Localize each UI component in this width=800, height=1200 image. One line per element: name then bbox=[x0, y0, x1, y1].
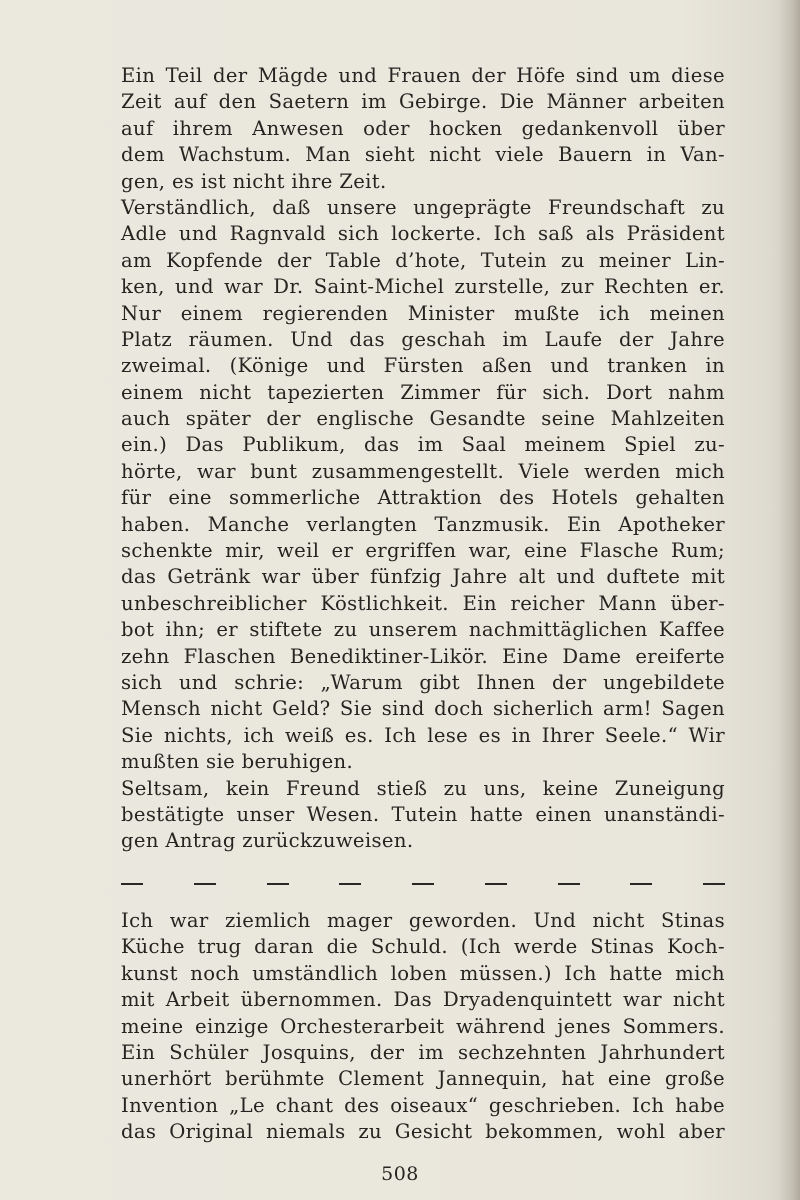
text-line: unerhört berühmte Clement Jannequin, hat eine große bbox=[121, 1067, 725, 1091]
text-line: Mensch nicht Geld? Sie sind doch sicherlich arm! Sagen bbox=[121, 697, 725, 721]
text-line: Sie nichts, ich weiß es. Ich lese es in Ihrer Seele.“ Wir bbox=[121, 723, 725, 747]
text-line: das Original niemals zu Gesicht bekommen, wohl aber bbox=[121, 1120, 725, 1144]
text-line: Ein Teil der Mägde und Frauen der Höfe sind um diese bbox=[121, 64, 725, 87]
text-line: für eine sommerliche Attraktion des Hotels gehalten bbox=[121, 486, 725, 510]
page-gutter-shadow bbox=[778, 0, 800, 1200]
text-line: haben. Manche verlangten Tanzmusik. Ein Apotheker bbox=[121, 512, 725, 536]
text-line: Ein Schüler Josquins, der im sechzehnten Jahrhundert bbox=[121, 1040, 725, 1064]
separator-dash bbox=[121, 883, 143, 885]
text-line: sich und schrie: „Warum gibt Ihnen der ungebildete bbox=[121, 670, 725, 694]
text-line: Verständlich, daß unsere ungeprägte Freundschaft zu bbox=[121, 195, 725, 219]
text-line: Ich war ziemlich mager geworden. Und nicht Stinas bbox=[121, 909, 725, 932]
paragraph-4 bbox=[121, 908, 725, 1146]
text-line: zehn Flaschen Benediktiner-Likör. Eine Dame ereiferte bbox=[121, 644, 725, 668]
paragraph-2 bbox=[121, 195, 725, 776]
separator-dash bbox=[339, 883, 361, 885]
text-line: einem nicht tapezierten Zimmer für sich. Dort nahm bbox=[121, 380, 725, 404]
paragraph-1 bbox=[121, 63, 725, 195]
text-line: mit Arbeit übernommen. Das Dryadenquintett war nicht bbox=[121, 988, 725, 1012]
separator-dash bbox=[703, 883, 725, 885]
page-number: 508 bbox=[381, 1163, 419, 1185]
text-line: auch später der englische Gesandte seine Mahlzeiten bbox=[121, 407, 725, 431]
separator-dash bbox=[412, 883, 434, 885]
text-line: bestätigte unser Wesen. Tutein hatte einen unanständi- bbox=[121, 802, 725, 826]
section-separator bbox=[121, 872, 725, 896]
text-line: zweimal. (Könige und Fürsten aßen und tranken in bbox=[121, 354, 725, 378]
text-line: gen Antrag zurückzuweisen. bbox=[121, 829, 414, 853]
text-line: Platz räumen. Und das geschah im Laufe der Jahre bbox=[121, 327, 725, 351]
text-line: dem Wachstum. Man sieht nicht viele Bauern in Van- bbox=[121, 143, 725, 167]
body-text-lower bbox=[121, 908, 725, 1146]
text-line: kunst noch umständlich loben müssen.) Ich hatte mich bbox=[121, 961, 725, 985]
text-line: ken, und war Dr. Saint-Michel zurstelle, zur Rechten er. bbox=[121, 275, 725, 299]
text-line: Adle und Ragnvald sich lockerte. Ich saß als Präsident bbox=[121, 222, 725, 246]
text-line: schenkte mir, weil er ergriffen war, eine Flasche Rum; bbox=[121, 539, 725, 563]
paragraph-3 bbox=[121, 776, 725, 855]
text-line: Küche trug daran die Schuld. (Ich werde Stinas Koch- bbox=[121, 935, 725, 959]
separator-dash bbox=[485, 883, 507, 885]
separator-dash bbox=[558, 883, 580, 885]
text-line: bot ihn; er stiftete zu unserem nachmittäglichen Kaffee bbox=[121, 618, 725, 642]
text-line: Seltsam, kein Freund stieß zu uns, keine Zuneigung bbox=[121, 776, 725, 800]
text-line: mußten sie beruhigen. bbox=[121, 750, 354, 774]
text-line: auf ihrem Anwesen oder hocken gedankenvoll über bbox=[121, 116, 725, 140]
text-line: ein.) Das Publikum, das im Saal meinem Spiel zu- bbox=[121, 433, 725, 457]
separator-dash bbox=[267, 883, 289, 885]
separator-dash bbox=[194, 883, 216, 885]
text-line: Nur einem regierenden Minister mußte ich meinen bbox=[121, 301, 725, 325]
text-line: gen, es ist nicht ihre Zeit. bbox=[121, 169, 387, 193]
text-line: Zeit auf den Saetern im Gebirge. Die Männer arbeiten bbox=[121, 90, 725, 114]
text-line: am Kopfende der Table d’hote, Tutein zu meiner Lin- bbox=[121, 248, 725, 272]
text-line: unbeschreiblicher Köstlichkeit. Ein reicher Mann über- bbox=[121, 591, 725, 615]
separator-dash bbox=[630, 883, 652, 885]
text-line: das Getränk war über fünfzig Jahre alt und duftete mit bbox=[121, 565, 725, 589]
text-line: Invention „Le chant des oiseaux“ geschrieben. Ich habe bbox=[121, 1093, 725, 1117]
text-line: meine einzige Orchesterarbeit während jenes Sommers. bbox=[121, 1014, 725, 1038]
text-line: hörte, war bunt zusammengestellt. Viele werden mich bbox=[121, 459, 725, 483]
body-text-upper bbox=[121, 63, 725, 855]
